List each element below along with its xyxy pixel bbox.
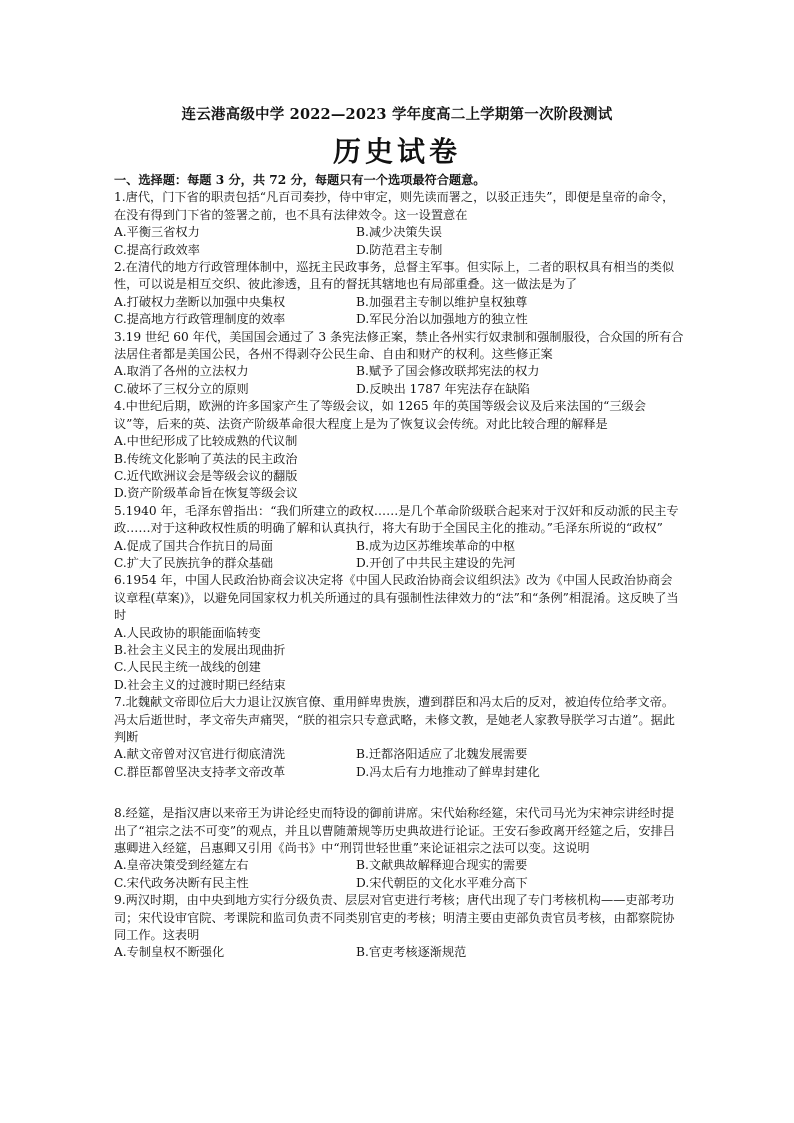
question-stem: 5.1940 年，毛泽东曾指出：“我们所建立的政权……是几个革命阶级联合起来对于汉奸和反动派的民主专政……对于这种政权性质的明确了解和认真执行，将大有助于全国民主化的推动。”毛泽东所说的“政权” [114,503,679,536]
question-5 [114,503,684,573]
option-b[interactable]: B.减少决策失误 [356,225,442,240]
option-c[interactable]: C.提高行政效率 [114,242,200,257]
question-stem: 3.19 世纪 60 年代，美国国会通过了 3 条宪法修正案，禁止各州实行奴隶制和强制服役，合众国的所有合法居住者都是美国公民，各州不得剥夺公民生命、自由和财产的权利。这些修正案 [114,329,684,362]
option-a[interactable]: A.中世纪形成了比较成熟的代议制 [114,434,298,449]
question-stem: 7.北魏献文帝即位后大力退让汉族官僚、重用鲜卑贵族，遭到群臣和冯太后的反对，被迫传位给孝文帝。冯太后逝世时，孝文帝失声痛哭，“朕的祖宗只专意武略，未修文教，是她老人家教导朕学习古道”。据此判断 [114,695,675,744]
question-stem: 8.经筵，是指汉唐以来帝王为讲论经史而特设的御前讲席。宋代始称经筵，宋代司马光为宋神宗讲经时提出了“祖宗之法不可变”的观点，并且以曹随萧规等历史典故进行论证。王安石参政离开经筵之后，安排吕惠卿进入经筵，吕惠卿又引用《尚书》中“刑罚世轻世重”来论证祖宗之法可以变。这说明 [114,806,675,856]
option-a[interactable]: A.皇帝决策受到经筵左右 [114,858,249,873]
question-options [114,433,684,503]
option-a[interactable]: A.打破权力垄断以加强中央集权 [114,294,286,309]
option-b[interactable]: B.加强君主专制以维护皇权独尊 [356,294,528,309]
option-a[interactable]: A.献文帝曾对汉官进行彻底清洗 [114,747,286,762]
option-c[interactable]: C.破坏了三权分立的原则 [114,381,249,396]
option-d[interactable]: D.开创了中共民主建设的先河 [356,555,516,570]
question-options [114,294,684,329]
page-subtitle: 历史试卷 [332,135,461,168]
option-a[interactable]: A.人民政协的职能面临转变 [114,625,261,640]
question-options [114,224,684,259]
option-d[interactable]: D.冯太后有力地推动了鲜卑封建化 [356,764,540,779]
option-b[interactable]: B.成为边区苏维埃革命的中枢 [356,538,516,553]
question-options [114,538,684,573]
section-heading: 一、选择题：每题 3 分，共 72 分，每题只有一个选项最符合题意。 [114,173,486,187]
question-stem: 9.两汉时期，由中央到地方实行分级负责、层层对官吏进行考核；唐代出现了专门考核机构——吏部考功司；宋代设审官院、考课院和监司负责不同类别官吏的考核；明清主要由吏部负责官员考核，由都察院协同工作。这表明 [114,893,675,943]
question-stem: 4.中世纪后期，欧洲的许多国家产生了等级会议，如 1265 年的英国等级会议及后来法国的“三级会议”等，后来的英、法资产阶级革命很大程度上是为了恢复议会传统。对此比较合理的解释是 [114,399,646,431]
question-3 [114,329,684,399]
option-c[interactable]: C.近代欧洲议会是等级会议的翻版 [114,468,298,483]
question-options [114,363,684,398]
option-c[interactable]: C.提高地方行政管理制度的效率 [114,312,286,327]
option-b[interactable]: B.传统文化影响了英法的民主政治 [114,451,298,466]
option-b[interactable]: B.赋予了国会修改联邦宪法的权力 [356,364,540,379]
question-6 [114,572,684,694]
question-1 [114,189,684,259]
question-4 [114,398,684,502]
option-c[interactable]: C.扩大了民族抗争的群众基础 [114,555,274,570]
page-title: 连云港高级中学 2022—2023 学年度高二上学期第一次阶段测试 [181,106,613,123]
question-list [114,172,684,962]
option-d[interactable]: D.军民分治以加强地方的独立性 [356,312,528,327]
option-d[interactable]: D.防范君主专制 [356,242,443,257]
option-c[interactable]: C.人民民主统一战线的创建 [114,660,261,675]
option-a[interactable]: A.取消了各州的立法权力 [114,364,249,379]
option-a[interactable]: A.促成了国共合作抗日的局面 [114,538,273,553]
option-a[interactable]: A.专制皇权不断强化 [114,945,225,960]
question-stem: 2.在清代的地方行政管理体制中，巡抚主民政事务，总督主军事。但实际上，二者的职权具有相当的类似性，可以说是相互交织、彼此渗透，且有的督抚其辖地也有局部重叠。这一做法是为了 [114,260,675,292]
option-b[interactable]: B.文献典故解释迎合现实的需要 [356,858,528,873]
option-b[interactable]: B.官吏考核逐渐规范 [356,945,467,960]
blank-gap [114,781,684,805]
option-a[interactable]: A.平衡三省权力 [114,225,200,240]
question-options [114,944,684,961]
option-d[interactable]: D.资产阶级革命旨在恢复等级会议 [114,486,298,501]
question-stem: 6.1954 年，中国人民政治协商会议决定将《中国人民政治协商会议组织法》改为《中国人民政治协商会议章程(草案)》，以避免同国家权力机关所通过的具有强制性法律效力的“法”和“条例”相混淆。这反映了当时 [114,573,679,623]
question-stem: 1.唐代，门下省的职责包括“凡百司奏抄，侍中审定，则先读而署之，以驳正违失”，即便是皇帝的命令，在没有得到门下省的签署之前，也不具有法律效令。这一设置意在 [114,190,675,222]
option-d[interactable]: D.宋代朝臣的文化水平难分高下 [356,875,528,890]
question-2 [114,259,684,329]
option-d[interactable]: D.社会主义的过渡时期已经结束 [114,677,286,692]
question-options [114,857,684,892]
question-options [114,625,684,695]
question-9 [114,892,684,962]
question-options [114,746,684,781]
question-7 [114,694,684,781]
question-8 [114,805,684,892]
option-c[interactable]: C.宋代政务决断有民主性 [114,875,249,890]
option-b[interactable]: B.社会主义民主的发展出现曲折 [114,642,286,657]
option-b[interactable]: B.迁都洛阳适应了北魏发展需要 [356,747,528,762]
option-d[interactable]: D.反映出 1787 年宪法存在缺陷 [356,381,530,396]
option-c[interactable]: C.群臣都曾坚决支持孝文帝改革 [114,764,286,779]
